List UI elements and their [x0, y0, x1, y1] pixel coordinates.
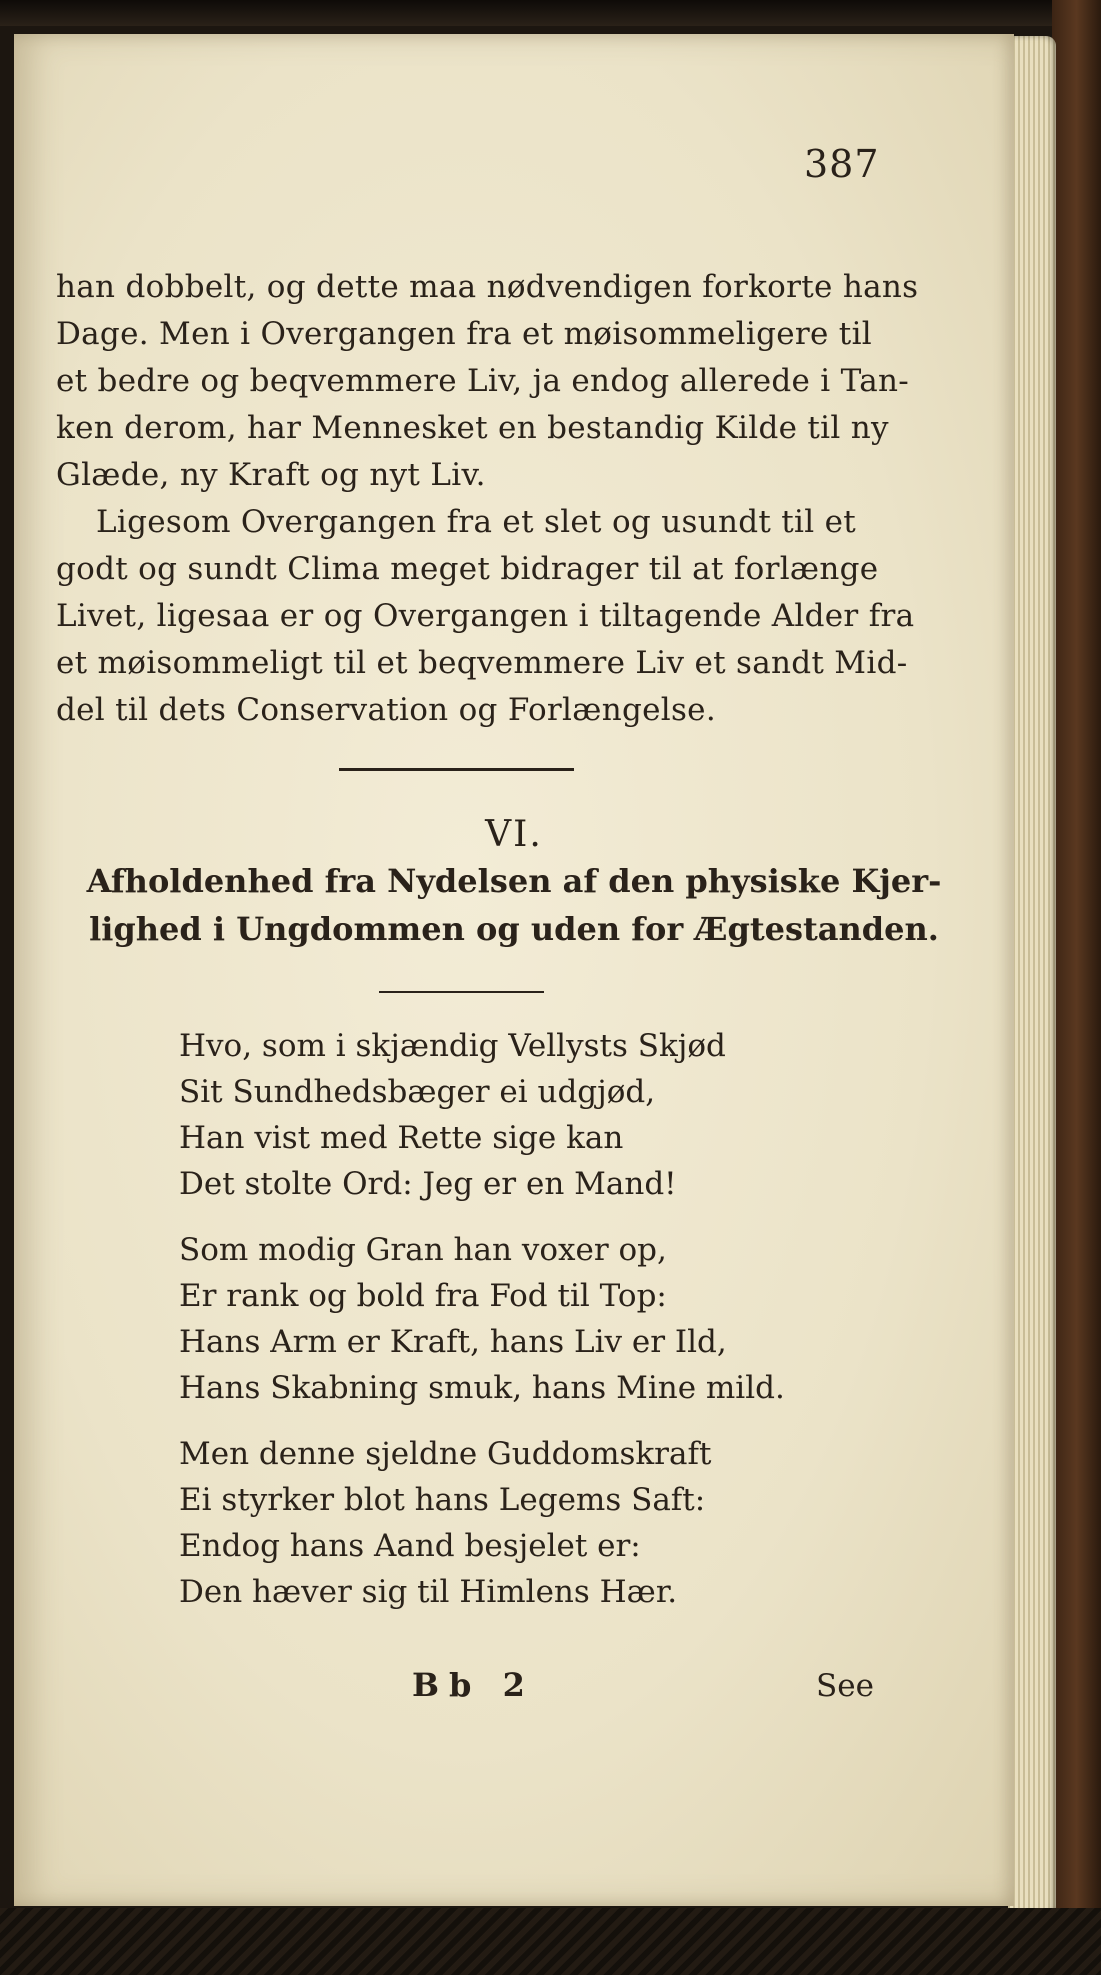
page-text	[14, 34, 1014, 1906]
book-binding-top	[0, 0, 1101, 26]
verse-line: Ei styrker blot hans Legems Saft:	[179, 1482, 706, 1518]
paragraph-line: Dage. Men i Overgangen fra et møisommeligere til	[56, 316, 872, 352]
verse-line: Hvo, som i skjændig Vellysts Skjød	[179, 1028, 726, 1064]
verse-line: Er rank og bold fra Fod til Top:	[179, 1278, 667, 1314]
book-page	[14, 34, 1014, 1906]
chapter-number: VI.	[485, 814, 543, 855]
paragraph-line: godt og sundt Clima meget bidrager til at forlænge	[56, 551, 879, 587]
page-stack-edge	[1008, 36, 1056, 1916]
page-number: 387	[804, 142, 880, 186]
paragraph-line: Livet, ligesaa er og Overgangen i tiltagende Alder fra	[56, 598, 915, 634]
verse-line: Det stolte Ord: Jeg er en Mand!	[179, 1166, 677, 1202]
paragraph-line: et bedre og beqvemmere Liv, ja endog allerede i Tan-	[56, 363, 910, 399]
book-binding-bottom	[0, 1908, 1101, 1975]
chapter-heading-line: Afholdenhed fra Nydelsen af den physiske Kjer-	[86, 862, 942, 900]
verse-line: Hans Skabning smuk, hans Mine mild.	[179, 1370, 785, 1406]
paragraph-line: Ligesom Overgangen fra et slet og usundt til et	[96, 504, 857, 540]
catchword: See	[816, 1668, 874, 1704]
verse-line: Han vist med Rette sige kan	[179, 1120, 624, 1156]
printer-signature: Bb 2	[412, 1666, 535, 1704]
verse-line: Men denne sjeldne Guddomskraft	[179, 1436, 712, 1472]
paragraph-line: del til dets Conservation og Forlængelse.	[56, 692, 716, 728]
paragraph-line: han dobbelt, og dette maa nødvendigen forkorte hans	[56, 269, 919, 305]
heading-divider	[379, 991, 544, 993]
verse-line: Den hæver sig til Himlens Hær.	[179, 1574, 678, 1610]
section-divider	[339, 768, 574, 771]
paragraph-line: et møisommeligt til et beqvemmere Liv et sandt Mid-	[56, 645, 908, 681]
verse-line: Som modig Gran han voxer op,	[179, 1232, 667, 1268]
verse-line: Hans Arm er Kraft, hans Liv er Ild,	[179, 1324, 727, 1360]
verse-line: Endog hans Aand besjelet er:	[179, 1528, 641, 1564]
chapter-heading-line: lighed i Ungdommen og uden for Ægtestanden.	[89, 910, 939, 948]
paragraph-line: ken derom, har Mennesket en bestandig Kilde til ny	[56, 410, 889, 446]
verse-line: Sit Sundhedsbæger ei udgjød,	[179, 1074, 656, 1110]
book-cover-edge	[1052, 0, 1101, 1975]
paragraph-line: Glæde, ny Kraft og nyt Liv.	[56, 457, 486, 493]
